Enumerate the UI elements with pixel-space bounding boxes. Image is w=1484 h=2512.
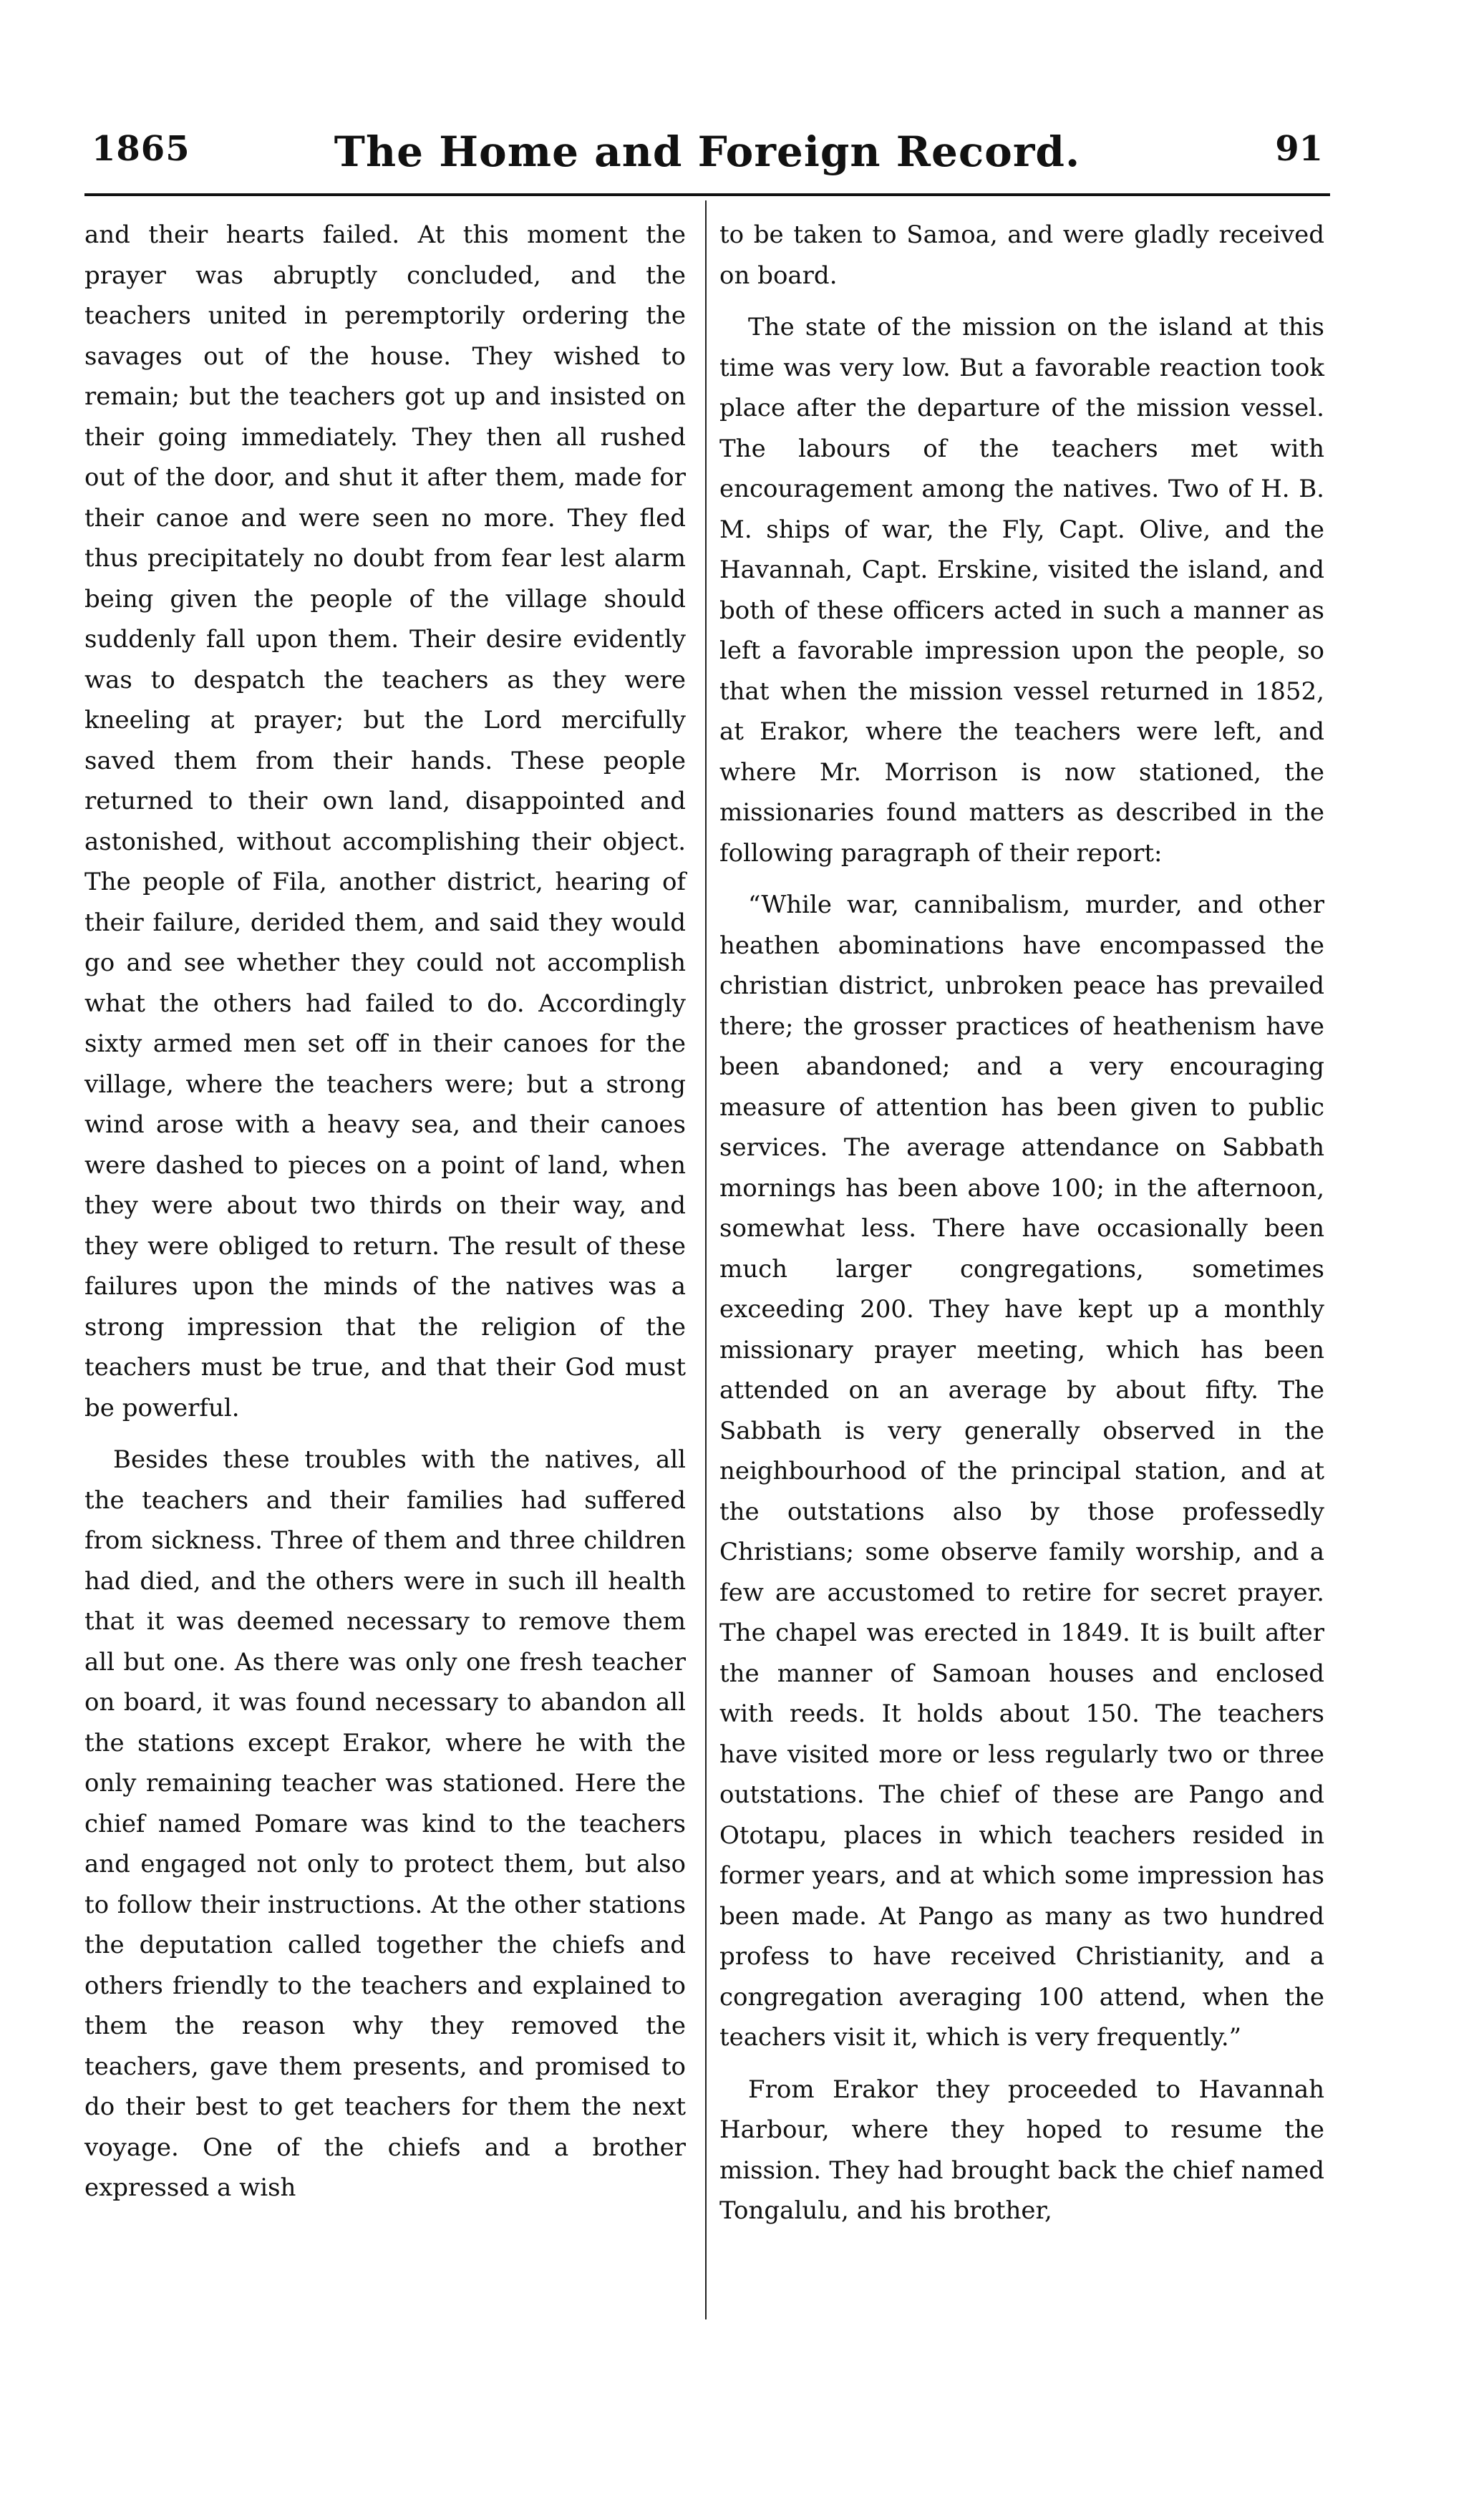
quoted-report-paragraph: “While war, cannibalism, murder, and other heathen abominations have encompassed the christian district, unbroken peace has prevailed there; the grosser practices of heathenism have been abandoned; and a very encouraging measure of attention has been given to public services. The average attendance on Sabbath mornings has been above 100; in the afternoon, somewhat less. There have occasionally been much larger congregations, sometimes exceeding 200. They have kept up a monthly missionary prayer meeting, which has been attended on an average by about fifty. The Sabbath is very generally observed in the neighbourhood of the principal station, and at the outstations also by those professedly Christians; some observe family worship, and a few are accustomed to retire for secret prayer. The chapel was erected in 1849. It is built after the manner of Samoan houses and enclosed with reeds. It holds about 150. The teachers have visited more or less regularly two or three outstations. The chief of these are Pango and Ototapu, places in which teachers resided in former years, and at which some impression has been made. At Pango as many as two hundred profess to have received Christianity, and a congregation averaging 100 attend, when the teachers visit it, which is very frequently.” (719, 891, 1324, 2052)
header-rule (84, 193, 1330, 196)
left-column (84, 215, 686, 2208)
paragraph: to be taken to Samoa, and were gladly received on board. (719, 220, 1324, 290)
running-header (92, 129, 1323, 179)
right-column (719, 215, 1324, 2231)
paragraph: From Erakor they proceeded to Havannah Harbour, where they hoped to resume the mission. They had brought back the chief named Tongalulu, and his brother, (719, 2075, 1324, 2225)
header-year: 1865 (92, 129, 190, 169)
paragraph: Besides these troubles with the natives, all the teachers and their families had suffered from sickness. Three of them and three children had died, and the others were in such ill health that it was deemed necessary to remove them all but one. As there was only one fresh teacher on board, it was found necessary to abandon all the stations except Erakor, where he with the only remaining teacher was stationed. Here the chief named Pomare was kind to the teachers and engaged not only to protect them, but also to follow their instructions. At the other stations the deputation called together the chiefs and others friendly to the teachers and explained to them the reason why they removed the teachers, gave them presents, and promised to do their best to get teachers for them the next voyage. One of the chiefs and a brother expressed a wish (84, 1445, 686, 2202)
publication-title: The Home and Foreign Record. (334, 127, 1081, 176)
column-divider (705, 200, 707, 2319)
paragraph: The state of the mission on the island at this time was very low. But a favorable reaction took place after the departure of the mission vessel. The labours of the teachers met with encouragement among the natives. Two of H. B. M. ships of war, the Fly, Capt. Olive, and the Havannah, Capt. Erskine, visited the island, and both of these officers acted in such a manner as left a favorable impression upon the people, so that when the mission vessel returned in 1852, at Erakor, where the teachers were left, and where Mr. Morrison is now stationed, the missionaries found matters as described in the following paragraph of their report: (719, 313, 1324, 868)
page-number: 91 (1275, 129, 1323, 169)
paragraph: and their hearts failed. At this moment the prayer was abruptly concluded, and the teachers united in peremptorily ordering the savages out of the house. They wished to remain; but the teachers got up and insisted on their going immediately. They then all rushed out of the door, and shut it after them, made for their canoe and were seen no more. They fled thus precipitately no doubt from fear lest alarm being given the people of the village should suddenly fall upon them. Their desire evidently was to despatch the teachers as they were kneeling at prayer; but the Lord mercifully saved them from their hands. These people returned to their own land, disappointed and astonished, without accomplishing their object. The people of Fila, another district, hearing of their failure, derided them, and said they would go and see whether they could not accomplish what the others had failed to do. Accordingly sixty armed men set off in their canoes for the village, where the teachers were; but a strong wind arose with a heavy sea, and their canoes were dashed to pieces on a point of land, when they were about two thirds on their way, and they were obliged to return. The result of these failures upon the minds of the natives was a strong impression that the religion of the teachers must be true, and that their God must be powerful. (84, 220, 686, 1422)
